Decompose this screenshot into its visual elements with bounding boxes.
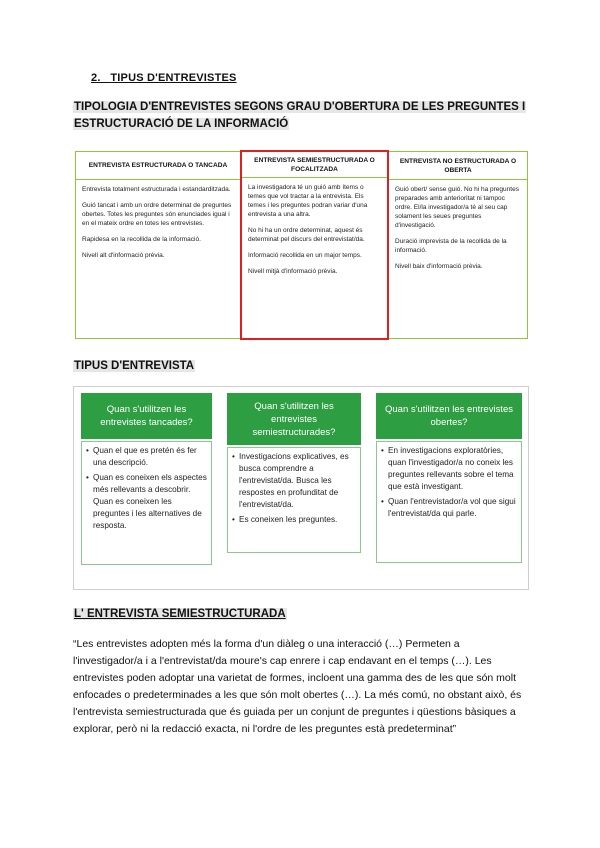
- card-bullet: • Quan el que es pretén és fer una descripció.: [86, 445, 207, 469]
- types-heading: TIPUS D'ENTREVISTA: [74, 360, 195, 372]
- typology-table: [75, 151, 528, 339]
- card-semistructured-interviews: [227, 393, 361, 553]
- column-paragraph: Rapidesa en la recollida de la informació.: [82, 236, 201, 243]
- card-title: Quan s'utilitzen les entrevistes tancades?: [81, 393, 212, 439]
- column-header: ENTREVISTA NO ESTRUCTURADA O OBERTA: [389, 152, 527, 180]
- interview-types-panel: [73, 386, 529, 590]
- column-paragraph: Nivell mitjà d'informació prèvia.: [248, 268, 338, 275]
- table-column-semistructured: [240, 150, 389, 340]
- card-bullet: • Quan es coneixen els aspectes més rellevants a descobrir. Quan es coneixen les preguntes i les alternatives de resposta.: [86, 472, 207, 532]
- column-body: [76, 180, 240, 272]
- quote-paragraph: “Les entrevistes adopten més la forma d'un diàleg o una interacció (…) Permeten a l'investigador/a i a l'entrevistat/da moure's cap enrere i cap endavant en el temps (…). Les entrevistes poden adoptar una varietat de formes, incloent una gamma des de les que són molt enfocades o predeterminades a les que són molt obertes (…). La més comú, no obstant això, és l'entrevista semiestructurada que és guiada per un conjunt de preguntes i qüestions bàsiques a explorar, però ni la redacció exacta, ni l'ordre de les preguntes està predeterminat”: [73, 638, 522, 735]
- column-header: ENTREVISTA SEMIESTRUCTURADA O FOCALITZADA: [242, 152, 387, 178]
- column-paragraph: La investigadora té un guió amb ítems o temes que vol tractar a la entrevista. Els temes i les preguntes podran variar d'una entrevista a una altra.: [248, 184, 368, 218]
- card-bullet: • Quan l'entrevistador/a vol que sigui l'entrevistat/da qui parle.: [381, 496, 517, 520]
- column-paragraph: Nivell baix d'informació prèvia.: [395, 263, 483, 270]
- card-body: [81, 441, 212, 565]
- card-title: Quan s'utilitzen les entrevistes semiestructurades?: [227, 393, 361, 445]
- card-title: Quan s'utilitzen les entrevistes obertes?: [376, 393, 522, 439]
- column-paragraph: Nivell alt d'informació prèvia.: [82, 252, 165, 259]
- card-bullet: • Investigacions explicatives, es busca comprendre a l'entrevistat/da. Busca les respostes en profunditat de l'entrevistat/da.: [232, 451, 356, 511]
- card-bullet: • En investigacions exploratòries, quan l'investigador/a no coneix les preguntes rellevants sobre el tema que està investigant.: [381, 445, 517, 493]
- column-paragraph: Entrevista totalment estructurada i estandarditzada.: [82, 186, 231, 193]
- card-body: [227, 447, 361, 553]
- column-paragraph: Informació recollida en un major temps.: [248, 252, 362, 259]
- card-body: [376, 441, 522, 563]
- typology-heading: [73, 99, 526, 133]
- column-paragraph: Guió tancat i amb un ordre determinat de preguntes obertes. Totes les preguntes són enunciades igual i en el mateix ordre en totes les entrevistes.: [82, 202, 232, 227]
- column-header: ENTREVISTA ESTRUCTURADA O TANCADA: [76, 152, 240, 180]
- card-closed-interviews: [81, 393, 212, 565]
- card-bullet: • Es coneixen les preguntes.: [232, 514, 356, 526]
- column-body: [389, 180, 527, 283]
- section-number: 2.: [91, 72, 101, 84]
- table-column-open: [389, 152, 527, 338]
- column-body: [242, 178, 387, 288]
- column-paragraph: Duració imprevista de la recollida de la informació.: [395, 238, 507, 254]
- column-paragraph: Guió obert/ sense guió. No hi ha preguntes preparades amb anterioritat ni tampoc ordre. El/la investigador/a té al seu cap solament les seues preguntes d'investigació.: [395, 186, 519, 229]
- table-column-structured: [76, 152, 241, 338]
- column-paragraph: No hi ha un ordre determinat, aquest és determinat pel discurs del entrevistat/da.: [248, 227, 365, 243]
- section-title: TIPUS D'ENTREVISTES: [110, 72, 237, 84]
- section-heading: [91, 72, 237, 84]
- card-open-interviews: [376, 393, 522, 563]
- typology-heading-line1: TIPOLOGIA D'ENTREVISTES SEGONS GRAU D'OBERTURA DE LES PREGUNTES I: [74, 101, 526, 113]
- typology-heading-line2: ESTRUCTURACIÓ DE LA INFORMACIÓ: [74, 118, 289, 130]
- semistructured-heading: L' ENTREVISTA SEMIESTRUCTURADA: [74, 608, 286, 620]
